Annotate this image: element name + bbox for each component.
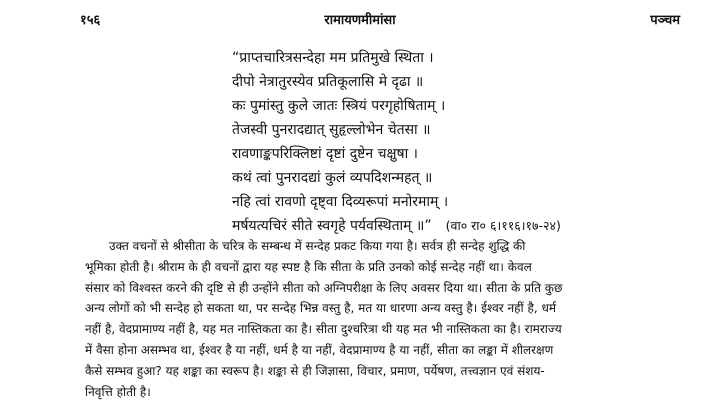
prose-paragraph xyxy=(85,236,703,402)
prose-line: निवृत्ति होती है। xyxy=(85,384,151,399)
prose-line: अन्य लोगों को भी सन्देह हो सकता था, पर सन्देह भिन्न वस्तु है, मत या धारणा अन्य वस्तु है। ईश्वर नहीं है, धर्म xyxy=(85,301,556,316)
prose-line: नहीं है, वेदप्रामाण्य नहीं है, यह मत नास्तिकता का है। सीता दुश्चरित्रा थी यह मत भी नास्तिकता का है। रामराज्य xyxy=(85,322,562,337)
running-title: रामायणमीमांसा xyxy=(324,13,396,28)
verse-line-text: मर्षयत्यचिरं सीते स्वगृहे पर्यवस्थिताम् ॥” xyxy=(232,218,432,234)
verse-line: नहि त्वां रावणो दृष्ट्वा दिव्यरूपां मनोरमाम् । xyxy=(232,194,449,210)
verse-block xyxy=(232,46,672,238)
verse-line: दीपो नेत्रातुरस्येव प्रतिकूलासि मे दृढा ॥ xyxy=(232,74,424,90)
prose-line: में वैसा होना असम्भव था, ईश्वर है या नहीं, धर्म है या नहीं, वेदप्रामाण्य है या नहीं, सीता का लङ्का में शीलरक्षण xyxy=(85,342,554,357)
verse-line: रावणाङ्कपरिक्लिष्टां दृष्टां दुष्टेन चक्षुषा । xyxy=(232,146,418,162)
verse-line: कथं त्वां पुनरादद्यां कुलं व्यपदिशन्महत् ॥ xyxy=(232,170,433,186)
prose-line: कैसे सम्भव हुआ? यह शङ्का का स्वरूप है। शङ्का से ही जिज्ञासा, विचार, प्रमाण, पर्येषण, तत्त्वज्ञान एवं संशय- xyxy=(85,363,545,378)
verse-line: कः पुमांस्तु कुले जातः स्त्रियं परगृहोषिताम् । xyxy=(232,98,446,114)
prose-line: उक्त वचनों से श्रीसीता के चरित्र के सम्बन्ध में सन्देह प्रकट किया गया है। सर्वत्र ही सन्देह शुद्धि की xyxy=(109,239,526,253)
prose-line: भूमिका होती है। श्रीराम के ही वचनों द्वारा यह स्पष्ट है कि सीता के प्रति उनको कोई सन्देह नहीं था। केवल xyxy=(85,259,532,274)
verse-line: तेजस्वी पुनरादद्यात् सुहृल्लोभेन चेतसा ॥ xyxy=(232,122,431,138)
verse-line: “प्राप्तचारित्रसन्देहा मम प्रतिमुखे स्थिता । xyxy=(232,50,434,66)
prose-line: संसार को विश्वस्त करने की दृष्टि से ही उन्होंने सीता को अग्निपरीक्षा के लिए अवसर दिया था। सीता के प्रति कुछ xyxy=(85,280,563,295)
page-number: १५६ xyxy=(80,13,101,28)
verse-line-last xyxy=(232,214,672,238)
chapter-label: पञ्चम xyxy=(650,13,680,28)
verse-reference: (वा० रा० ६।११६।१७-२४) xyxy=(445,218,561,233)
